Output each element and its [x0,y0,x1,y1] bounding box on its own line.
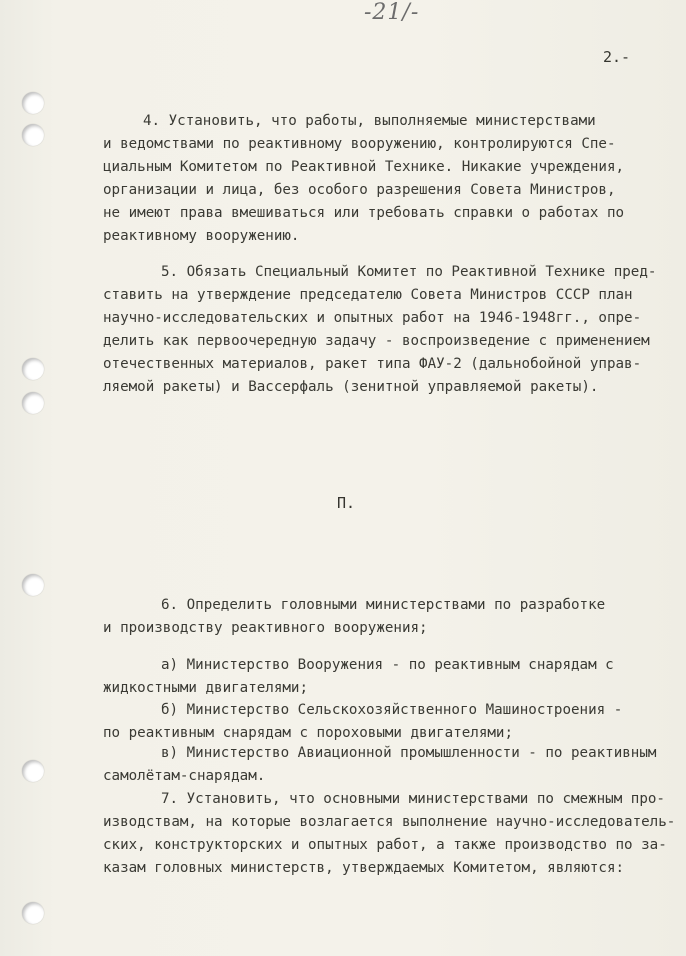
punch-hole [22,392,44,414]
list-item-v: в) Министерство Авиационной промышленности - по реактивным [161,745,657,761]
page-number: 2.- [603,48,631,66]
list-item-a-cont: жидкостными двигателями; [103,680,308,696]
text-line: 6. Определить головными министерствами по разработке [161,597,606,613]
text-line: ских, конструкторских и опытных работ, а также производство по за- [103,837,667,853]
punch-hole [22,92,44,114]
list-item-b: б) Министерство Сельскохозяйственного Машиностроения - [161,702,623,718]
list-item-a: а) Министерство Вооружения - по реактивным снарядам с [161,657,614,673]
archive-page-mark: -21/- [364,0,420,25]
punch-hole [22,760,44,782]
text-line: казам головных министерств, утверждаемых Комитетом, являются: [103,860,625,876]
list-item-b-cont: по реактивным снарядам с пороховыми двигателями; [103,725,513,741]
punch-hole [22,574,44,596]
text-line: научно-исследовательских и опытных работ на 1946-1948гг., опре- [103,310,642,326]
text-line: циальным Комитетом по Реактивной Технике. Никакие учреждения, [103,159,625,175]
text-line: 7. Установить, что основными министерствами по смежным про- [161,791,665,807]
list-item-v-cont: самолётам-снарядам. [103,768,266,784]
text-line: 5. Обязать Специальный Комитет по Реактивной Технике пред- [161,264,657,280]
section-heading: П. [337,494,356,512]
text-line: 4. Установить, что работы, выполняемые министерствами [143,113,596,129]
text-line: изводствам, на которые возлагается выполнение научно-исследователь- [103,814,676,830]
text-line: и производству реактивного вооружения; [103,620,428,636]
text-line: реактивному вооружению. [103,228,300,244]
text-line: организации и лица, без особого разрешения Совета Министров, [103,182,616,198]
punch-hole [22,124,44,146]
text-line: и ведомствами по реактивному вооружению, контролируются Спе- [103,136,616,152]
text-line: делить как первоочередную задачу - воспроизведение с применением [103,333,650,349]
text-line: отечественных материалов, ракет типа ФАУ-2 (дальнобойной управ- [103,356,642,372]
text-line: ляемой ракеты) и Вассерфаль (зенитной управляемой ракеты). [103,379,599,395]
punch-hole [22,902,44,924]
punch-hole [22,358,44,380]
text-line: ставить на утверждение председателю Совета Министров СССР план [103,287,633,303]
text-line: не имеют права вмешиваться или требовать справки о работах по [103,205,625,221]
